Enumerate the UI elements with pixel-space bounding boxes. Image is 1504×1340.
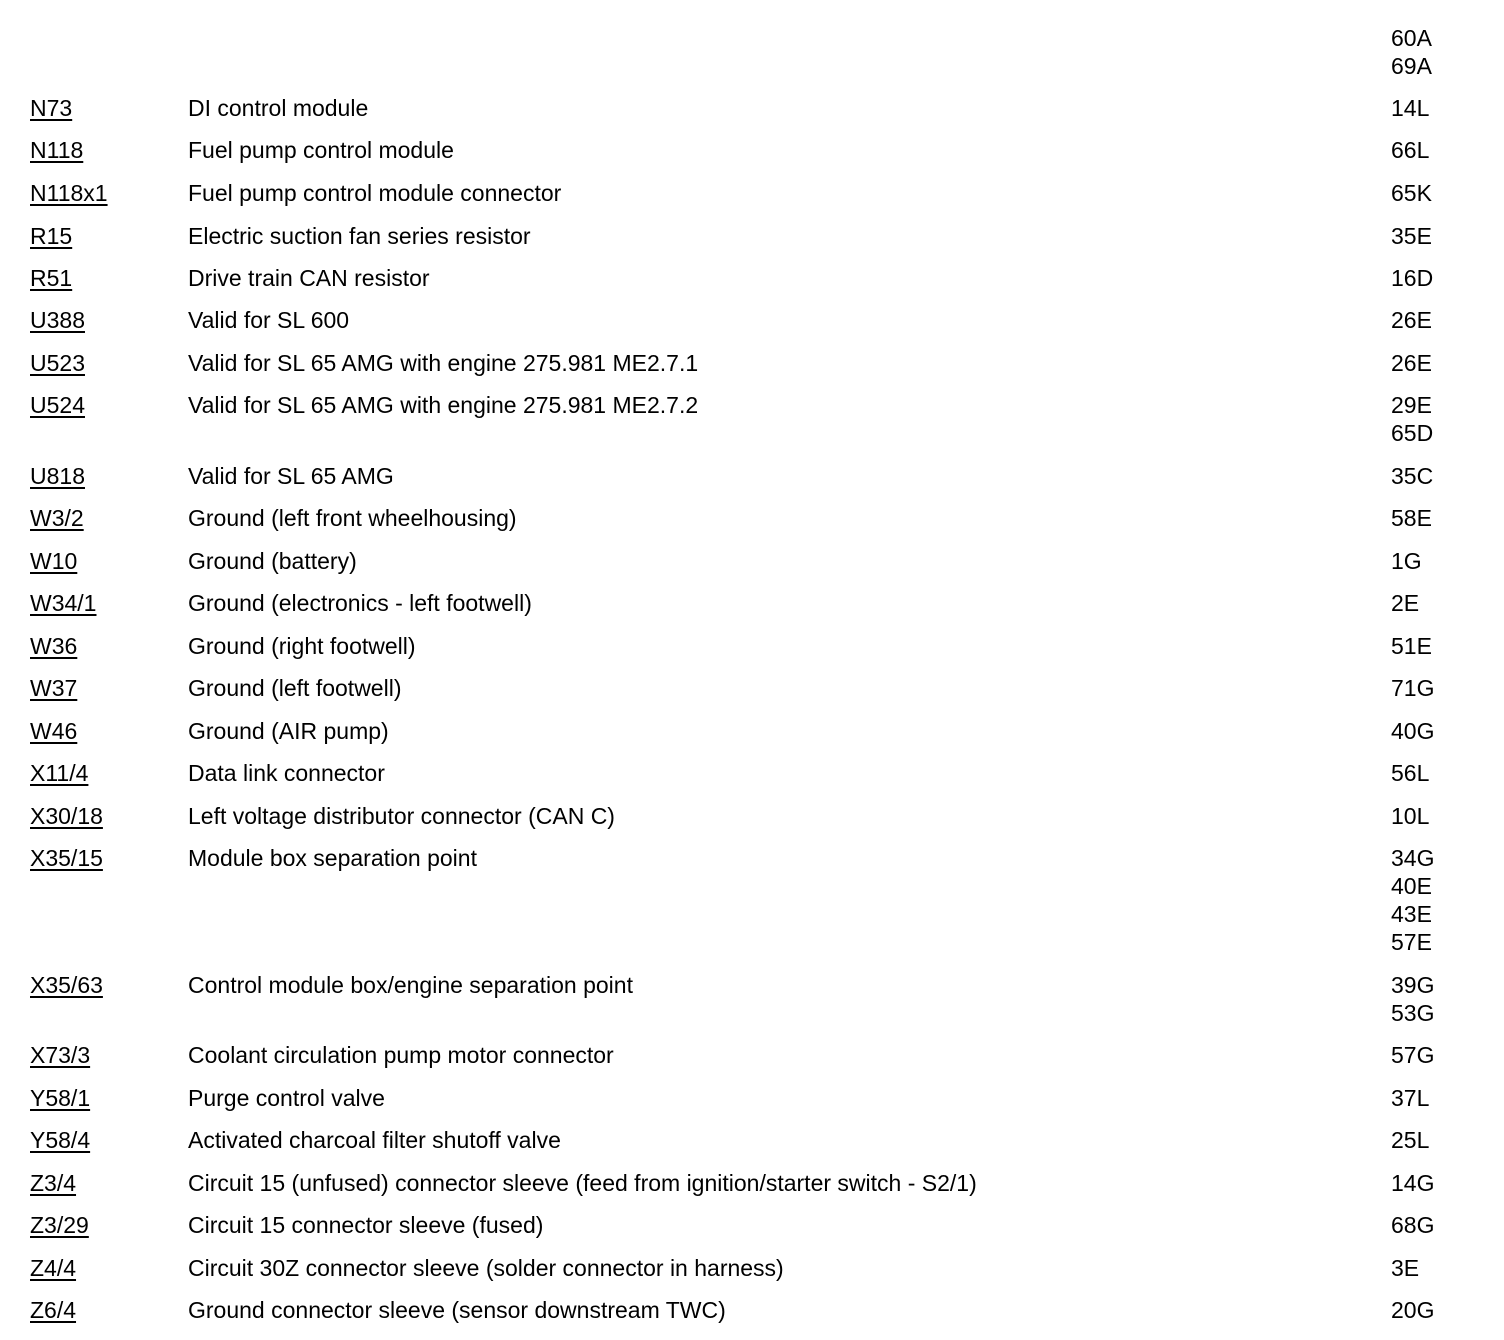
grid-location: 26E	[1391, 350, 1432, 376]
component-code-link[interactable]: X30/18	[30, 803, 103, 829]
component-code-link[interactable]: W34/1	[30, 590, 97, 616]
grid-location: 40G	[1391, 718, 1435, 744]
component-code-link[interactable]: N73	[30, 95, 73, 121]
grid-location: 57G	[1391, 1042, 1435, 1068]
grid-location: 35C	[1391, 463, 1434, 489]
grid-location: 14L	[1391, 95, 1430, 121]
component-description: Valid for SL 600	[188, 307, 350, 333]
component-description: Ground connector sleeve (sensor downstream TWC)	[188, 1297, 726, 1323]
component-description: Ground (electronics - left footwell)	[188, 590, 532, 616]
grid-location-list	[1391, 589, 1419, 617]
component-description: Fuel pump control module connector	[188, 180, 562, 206]
component-code-link[interactable]: X11/4	[30, 760, 89, 786]
component-description: Coolant circulation pump motor connector	[188, 1042, 614, 1068]
component-code-link[interactable]: Z3/4	[30, 1170, 77, 1196]
component-description: Circuit 30Z connector sleeve (solder connector in harness)	[188, 1255, 784, 1281]
grid-location-list	[1391, 1169, 1434, 1197]
component-code-link[interactable]: U523	[30, 350, 85, 376]
grid-location-list	[1391, 1296, 1434, 1324]
component-code-link[interactable]: W10	[30, 548, 78, 574]
component-description: Ground (right footwell)	[188, 633, 416, 659]
component-code-link[interactable]: Z4/4	[30, 1255, 77, 1281]
grid-location: 34G	[1391, 845, 1435, 871]
grid-location-list	[1391, 24, 1432, 80]
grid-location: 37L	[1391, 1085, 1430, 1111]
component-description: Ground (left front wheelhousing)	[188, 505, 517, 531]
grid-location-list	[1391, 1254, 1419, 1282]
grid-location: 65K	[1391, 180, 1432, 206]
grid-location: 66L	[1391, 137, 1430, 163]
grid-location: 3E	[1391, 1255, 1420, 1281]
grid-location-list	[1391, 844, 1434, 956]
component-code-link[interactable]: N118	[30, 137, 84, 163]
component-description: Valid for SL 65 AMG	[188, 463, 394, 489]
component-description: Left voltage distributor connector (CAN C)	[188, 803, 615, 829]
component-code-link[interactable]: Z3/29	[30, 1212, 89, 1238]
grid-location: 60A	[1391, 25, 1432, 51]
grid-location: 14G	[1391, 1170, 1435, 1196]
grid-location: 2E	[1391, 590, 1420, 616]
component-description: Valid for SL 65 AMG with engine 275.981 ME2.7.2	[188, 392, 699, 418]
grid-location-list	[1391, 547, 1422, 575]
component-description: Fuel pump control module	[188, 137, 454, 163]
grid-location-list	[1391, 674, 1434, 702]
grid-location-list	[1391, 391, 1433, 447]
component-code-link[interactable]: Z6/4	[30, 1297, 77, 1323]
component-description: Ground (left footwell)	[188, 675, 402, 701]
component-code-link[interactable]: W3/2	[30, 505, 84, 531]
component-code-link[interactable]: W37	[30, 675, 78, 701]
component-description: Activated charcoal filter shutoff valve	[188, 1127, 561, 1153]
grid-location: 51E	[1391, 633, 1432, 659]
component-code-link[interactable]: X35/63	[30, 972, 103, 998]
component-code-link[interactable]: U524	[30, 392, 85, 418]
component-code-link[interactable]: Y58/1	[30, 1085, 91, 1111]
component-description: Circuit 15 connector sleeve (fused)	[188, 1212, 544, 1238]
grid-location: 69A	[1391, 53, 1432, 79]
grid-location: 10L	[1391, 803, 1430, 829]
grid-location-list	[1391, 632, 1432, 660]
component-code-link[interactable]: U818	[30, 463, 85, 489]
grid-location-list	[1391, 264, 1433, 292]
grid-location-list	[1391, 1084, 1429, 1112]
grid-location: 65D	[1391, 420, 1434, 446]
grid-location-list	[1391, 759, 1429, 787]
grid-location: 58E	[1391, 505, 1432, 531]
component-description: Data link connector	[188, 760, 385, 786]
grid-location: 35E	[1391, 223, 1432, 249]
component-description: Control module box/engine separation point	[188, 972, 633, 998]
grid-location: 56L	[1391, 760, 1430, 786]
component-code-link[interactable]: U388	[30, 307, 85, 333]
grid-location-list	[1391, 462, 1433, 490]
component-description: Ground (battery)	[188, 548, 357, 574]
grid-location: 43E	[1391, 901, 1432, 927]
grid-location: 29E	[1391, 392, 1432, 418]
grid-location-list	[1391, 179, 1432, 207]
grid-location: 57E	[1391, 929, 1432, 955]
component-code-link[interactable]: W46	[30, 718, 78, 744]
grid-location: 40E	[1391, 873, 1432, 899]
component-description: Circuit 15 (unfused) connector sleeve (feed from ignition/starter switch - S2/1)	[188, 1170, 977, 1196]
component-code-link[interactable]: X35/15	[30, 845, 103, 871]
component-code-link[interactable]: R15	[30, 223, 73, 249]
grid-location: 68G	[1391, 1212, 1435, 1238]
grid-location: 53G	[1391, 1000, 1435, 1026]
component-description: Module box separation point	[188, 845, 477, 871]
grid-location: 20G	[1391, 1297, 1435, 1323]
grid-location-list	[1391, 717, 1434, 745]
component-description: Purge control valve	[188, 1085, 385, 1111]
grid-location-list	[1391, 504, 1432, 532]
grid-location-list	[1391, 136, 1429, 164]
grid-location-list	[1391, 222, 1432, 250]
grid-location-list	[1391, 802, 1429, 830]
grid-location-list	[1391, 971, 1434, 1027]
grid-location: 1G	[1391, 548, 1422, 574]
component-code-link[interactable]: N118x1	[30, 180, 108, 206]
component-description: Ground (AIR pump)	[188, 718, 389, 744]
grid-location: 39G	[1391, 972, 1435, 998]
component-description: DI control module	[188, 95, 369, 121]
component-code-link[interactable]: W36	[30, 633, 78, 659]
grid-location-list	[1391, 306, 1432, 334]
component-code-link[interactable]: X73/3	[30, 1042, 91, 1068]
component-description: Electric suction fan series resistor	[188, 223, 531, 249]
component-description: Valid for SL 65 AMG with engine 275.981 ME2.7.1	[188, 350, 699, 376]
grid-location: 16D	[1391, 265, 1434, 291]
grid-location-list	[1391, 1126, 1429, 1154]
component-description: Drive train CAN resistor	[188, 265, 430, 291]
component-code-link[interactable]: Y58/4	[30, 1127, 91, 1153]
grid-location: 26E	[1391, 307, 1432, 333]
grid-location: 25L	[1391, 1127, 1430, 1153]
grid-location-list	[1391, 1211, 1434, 1239]
grid-location-list	[1391, 94, 1429, 122]
component-code-link[interactable]: R51	[30, 265, 73, 291]
grid-location-list	[1391, 1041, 1434, 1069]
grid-location: 71G	[1391, 675, 1435, 701]
grid-location-list	[1391, 349, 1432, 377]
